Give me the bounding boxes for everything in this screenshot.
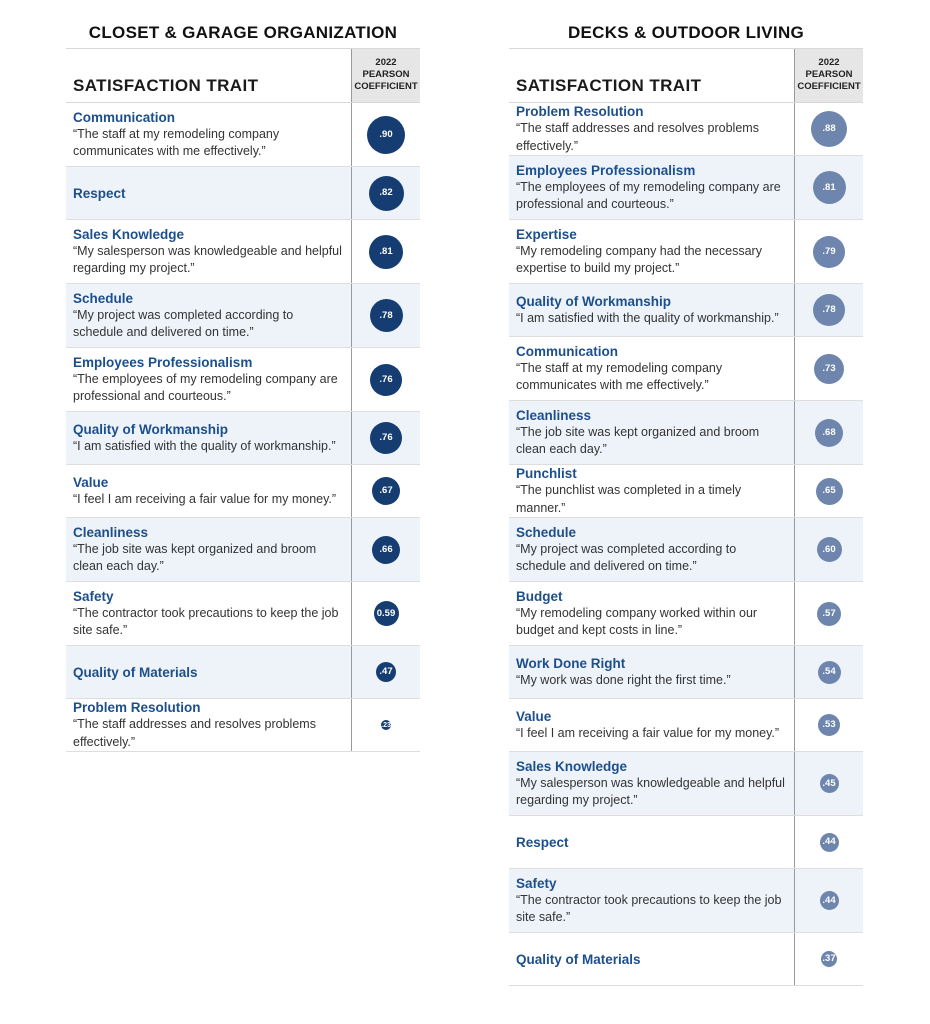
- coefficient-circle: .65: [816, 478, 843, 505]
- trait-quote: “The staff addresses and resolves problems effectively.”: [73, 717, 316, 749]
- coefficient-cell: [351, 699, 420, 751]
- row-text: [73, 699, 342, 751]
- trait-quote: “My remodeling company worked within our budget and kept costs in line.”: [516, 605, 758, 637]
- trait-quote: “The employees of my remodeling company are professional and courteous.”: [73, 371, 338, 403]
- table-row: [509, 752, 863, 816]
- trait-quote: “I am satisfied with the quality of workmanship.”: [73, 438, 336, 453]
- coefficient-circle: .90: [367, 116, 405, 154]
- coefficient-circle: .23: [381, 721, 391, 729]
- coefficient-cell: [351, 518, 420, 581]
- row-text: [73, 582, 342, 645]
- decks-outdoor-table: [509, 18, 863, 986]
- row-text: [73, 518, 342, 581]
- table-row: [509, 646, 863, 699]
- coefficient-circle: .73: [814, 354, 844, 384]
- trait-name: Safety: [73, 588, 114, 604]
- trait-quote: “My project was completed according to schedule and delivered on time.”: [73, 307, 294, 339]
- table-row: [66, 167, 420, 220]
- table-row: [66, 103, 420, 167]
- trait-quote: “The staff at my remodeling company communicates with me effectively.”: [516, 360, 723, 392]
- coefficient-cell: [794, 156, 863, 219]
- table-row: [66, 348, 420, 412]
- table-row: [66, 646, 420, 699]
- coefficient-circle: .68: [815, 419, 843, 447]
- coefficient-circle: .37: [821, 951, 837, 967]
- trait-name: Cleanliness: [73, 524, 149, 540]
- trait-name: Work Done Right: [516, 655, 626, 671]
- trait-name: Schedule: [516, 524, 577, 540]
- row-text: [516, 156, 785, 219]
- table-row: [509, 699, 863, 752]
- table-row: [66, 699, 420, 752]
- row-text: [73, 646, 342, 698]
- coefficient-cell: [351, 582, 420, 645]
- coefficient-cell: [351, 465, 420, 517]
- table-row: [66, 412, 420, 465]
- coefficient-header-line: PEARSON: [362, 69, 410, 80]
- row-text: [73, 103, 342, 166]
- trait-quote: “The staff addresses and resolves problems effectively.”: [516, 121, 759, 153]
- coefficient-cell: [794, 401, 863, 464]
- trait-name: Respect: [73, 185, 126, 201]
- table-row: [66, 518, 420, 582]
- table-row: [509, 869, 863, 933]
- coefficient-circle: .67: [372, 477, 400, 505]
- row-text: [516, 752, 785, 815]
- trait-name: Respect: [516, 834, 569, 850]
- row-text: [516, 518, 785, 581]
- coefficient-cell: [794, 337, 863, 400]
- table-row: [509, 582, 863, 646]
- coefficient-cell: [351, 103, 420, 166]
- trait-quote: “The staff at my remodeling company communicates with me effectively.”: [73, 126, 280, 158]
- trait-name: Problem Resolution: [73, 700, 201, 715]
- table-row: [66, 465, 420, 518]
- trait-quote: “My remodeling company had the necessary expertise to build my project.”: [516, 243, 762, 275]
- coefficient-circle: .54: [818, 661, 841, 684]
- row-text: [516, 103, 785, 155]
- row-text: [73, 348, 342, 411]
- row-text: [516, 582, 785, 645]
- trait-name: Communication: [73, 109, 176, 125]
- coefficient-header-line: 2022: [375, 57, 397, 68]
- trait-quote: “The employees of my remodeling company are professional and courteous.”: [516, 179, 781, 211]
- trait-name: Expertise: [516, 226, 577, 242]
- coefficient-cell: [794, 699, 863, 751]
- coefficient-column-header: [794, 49, 863, 102]
- coefficient-cell: [794, 816, 863, 868]
- trait-name: Quality of Materials: [73, 664, 198, 680]
- trait-name: Employees Professionalism: [73, 354, 253, 370]
- table-header: [509, 49, 863, 103]
- trait-name: Budget: [516, 588, 563, 604]
- coefficient-column-header: [351, 49, 420, 102]
- row-text: [516, 646, 785, 698]
- trait-name: Quality of Materials: [516, 951, 641, 967]
- coefficient-circle: .45: [820, 774, 839, 793]
- trait-name: Sales Knowledge: [516, 758, 628, 774]
- row-text: [73, 284, 342, 347]
- coefficient-circle: .47: [376, 662, 396, 682]
- coefficient-cell: [351, 284, 420, 347]
- trait-quote: “The contractor took precautions to keep the job site safe.”: [516, 892, 782, 924]
- trait-quote: “The contractor took precautions to keep the job site safe.”: [73, 605, 339, 637]
- table-title: DECKS & OUTDOOR LIVING: [509, 18, 863, 49]
- trait-quote: “The job site was kept organized and broom clean each day.”: [516, 424, 760, 456]
- table-row: [66, 220, 420, 284]
- trait-quote: “My salesperson was knowledgeable and helpful regarding my project.”: [73, 243, 342, 275]
- trait-column-header: SATISFACTION TRAIT: [516, 76, 702, 95]
- trait-name: Problem Resolution: [516, 104, 644, 119]
- trait-name: Safety: [516, 875, 557, 891]
- table-row: [509, 401, 863, 465]
- table-row: [66, 284, 420, 348]
- trait-quote: “I feel I am receiving a fair value for my money.”: [73, 491, 337, 506]
- trait-quote: “My work was done right the first time.”: [516, 672, 731, 687]
- trait-quote: “I am satisfied with the quality of workmanship.”: [516, 310, 779, 325]
- table-row: [509, 337, 863, 401]
- table-row: [509, 518, 863, 582]
- coefficient-header-line: COEFFICIENT: [797, 81, 861, 92]
- coefficient-circle: .88: [811, 111, 847, 147]
- coefficient-cell: [351, 348, 420, 411]
- trait-name: Quality of Workmanship: [516, 293, 672, 309]
- trait-name: Punchlist: [516, 466, 577, 481]
- coefficient-circle: .44: [820, 833, 839, 852]
- coefficient-circle: .60: [817, 537, 842, 562]
- table-row: [509, 103, 863, 156]
- table-row: [509, 933, 863, 986]
- coefficient-cell: [794, 518, 863, 581]
- trait-quote: “The job site was kept organized and broom clean each day.”: [73, 541, 317, 573]
- coefficient-circle: .81: [369, 235, 403, 269]
- coefficient-circle: 0.59: [374, 601, 399, 626]
- row-text: [516, 933, 785, 985]
- trait-column-header: SATISFACTION TRAIT: [73, 76, 259, 95]
- trait-quote: “The punchlist was completed in a timely manner.”: [516, 483, 742, 515]
- closet-garage-table: [66, 18, 420, 752]
- trait-name: Communication: [516, 343, 619, 359]
- table-row: [509, 816, 863, 869]
- row-text: [516, 465, 785, 517]
- row-text: [73, 465, 342, 517]
- row-text: [516, 699, 785, 751]
- coefficient-circle: .78: [813, 294, 845, 326]
- coefficient-cell: [794, 752, 863, 815]
- table-rows: [66, 103, 420, 752]
- coefficient-header-line: PEARSON: [805, 69, 853, 80]
- row-text: [516, 816, 785, 868]
- row-text: [516, 869, 785, 932]
- row-text: [516, 220, 785, 283]
- coefficient-cell: [794, 646, 863, 698]
- coefficient-cell: [351, 646, 420, 698]
- table-row: [66, 582, 420, 646]
- table-rows: [509, 103, 863, 986]
- coefficient-circle: .76: [370, 364, 402, 396]
- trait-name: Quality of Workmanship: [73, 421, 229, 437]
- row-text: [73, 412, 342, 464]
- coefficient-cell: [351, 167, 420, 219]
- trait-name: Sales Knowledge: [73, 226, 185, 242]
- coefficient-circle: .44: [820, 891, 839, 910]
- trait-quote: “My salesperson was knowledgeable and helpful regarding my project.”: [516, 775, 785, 807]
- coefficient-cell: [794, 220, 863, 283]
- coefficient-header-line: COEFFICIENT: [354, 81, 418, 92]
- table-header: [66, 49, 420, 103]
- coefficient-cell: [794, 465, 863, 517]
- coefficient-cell: [351, 220, 420, 283]
- coefficient-header-line: 2022: [818, 57, 840, 68]
- coefficient-circle: .66: [372, 536, 400, 564]
- trait-name: Employees Professionalism: [516, 162, 696, 178]
- trait-name: Value: [73, 474, 109, 490]
- coefficient-circle: .78: [370, 299, 403, 332]
- row-text: [516, 337, 785, 400]
- coefficient-cell: [794, 582, 863, 645]
- row-text: [73, 167, 342, 219]
- coefficient-circle: .76: [370, 422, 402, 454]
- table-row: [509, 156, 863, 220]
- trait-name: Schedule: [73, 290, 134, 306]
- row-text: [516, 401, 785, 464]
- trait-name: Cleanliness: [516, 407, 592, 423]
- coefficient-cell: [794, 103, 863, 155]
- table-row: [509, 465, 863, 518]
- row-text: [516, 284, 785, 336]
- table-row: [509, 284, 863, 337]
- row-text: [73, 220, 342, 283]
- coefficient-cell: [794, 933, 863, 985]
- coefficient-circle: .82: [369, 176, 404, 211]
- coefficient-cell: [351, 412, 420, 464]
- coefficient-circle: .81: [813, 171, 846, 204]
- coefficient-circle: .57: [817, 602, 841, 626]
- trait-name: Value: [516, 708, 552, 724]
- coefficient-circle: .53: [818, 714, 840, 736]
- table-title: CLOSET & GARAGE ORGANIZATION: [66, 18, 420, 49]
- trait-quote: “I feel I am receiving a fair value for my money.”: [516, 725, 780, 740]
- coefficient-cell: [794, 869, 863, 932]
- trait-quote: “My project was completed according to schedule and delivered on time.”: [516, 541, 737, 573]
- coefficient-cell: [794, 284, 863, 336]
- table-row: [509, 220, 863, 284]
- coefficient-circle: .79: [813, 236, 845, 268]
